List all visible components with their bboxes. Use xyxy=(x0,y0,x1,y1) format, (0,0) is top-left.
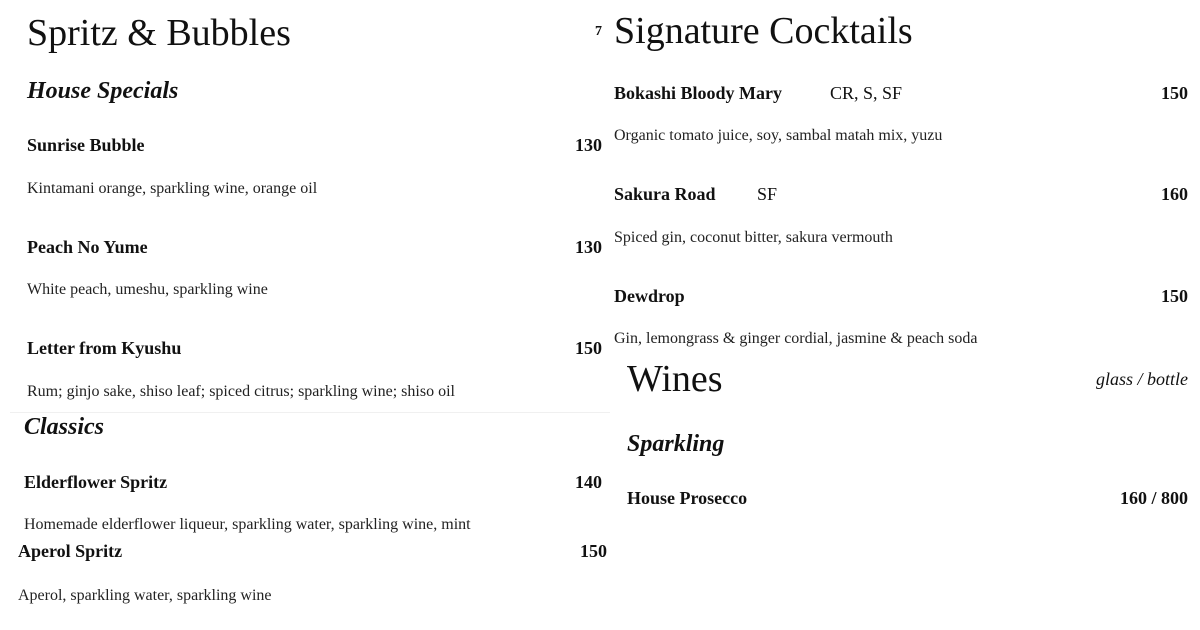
item-name-aperol-spritz: Aperol Spritz xyxy=(18,541,123,561)
item-tags-bokashi-bloody-mary: CR, S, SF xyxy=(830,83,903,103)
item-price-dewdrop: 150 xyxy=(1161,286,1188,306)
item-name-bokashi-bloody-mary: Bokashi Bloody Mary xyxy=(614,83,783,103)
item-price-elderflower-spritz: 140 xyxy=(575,472,602,492)
item-desc-sunrise-bubble: Kintamani orange, sparkling wine, orange oil xyxy=(27,180,318,197)
page-number: 7 xyxy=(595,24,602,39)
item-price-peach-no-yume: 130 xyxy=(575,237,602,257)
section-title-signature-cocktails: Signature Cocktails xyxy=(614,10,913,52)
item-desc-elderflower-spritz: Homemade elderflower liqueur, sparkling water, sparkling wine, mint xyxy=(24,516,471,533)
item-price-sakura-road: 160 xyxy=(1161,184,1188,204)
item-name-elderflower-spritz: Elderflower Spritz xyxy=(24,472,168,492)
section-title-spritz-bubbles: Spritz & Bubbles xyxy=(27,12,291,54)
item-tags-sakura-road: SF xyxy=(757,184,778,204)
item-desc-dewdrop: Gin, lemongrass & ginger cordial, jasmine & peach soda xyxy=(614,330,978,347)
item-desc-sakura-road: Spiced gin, coconut bitter, sakura vermouth xyxy=(614,229,893,246)
item-desc-bokashi-bloody-mary: Organic tomato juice, soy, sambal matah mix, yuzu xyxy=(614,127,943,144)
item-name-peach-no-yume: Peach No Yume xyxy=(27,237,148,257)
item-name-house-prosecco: House Prosecco xyxy=(627,488,748,508)
item-price-bokashi-bloody-mary: 150 xyxy=(1161,83,1188,103)
item-name-dewdrop: Dewdrop xyxy=(614,286,685,306)
wines-price-note: glass / bottle xyxy=(1095,369,1188,389)
item-price-aperol-spritz: 150 xyxy=(580,541,607,561)
item-desc-letter-from-kyushu: Rum; ginjo sake, shiso leaf; spiced citrus; sparkling wine; shiso oil xyxy=(27,383,455,400)
item-price-letter-from-kyushu: 150 xyxy=(575,338,602,358)
section-divider xyxy=(10,412,610,413)
item-desc-aperol-spritz: Aperol, sparkling water, sparkling wine xyxy=(18,587,272,604)
section-title-wines: Wines xyxy=(627,358,723,400)
item-name-sunrise-bubble: Sunrise Bubble xyxy=(27,135,145,155)
item-name-letter-from-kyushu: Letter from Kyushu xyxy=(27,338,182,358)
subheading-house-specials: House Specials xyxy=(27,78,179,104)
item-price-sunrise-bubble: 130 xyxy=(575,135,602,155)
subheading-classics: Classics xyxy=(24,414,105,440)
item-desc-peach-no-yume: White peach, umeshu, sparkling wine xyxy=(27,281,268,298)
item-price-house-prosecco: 160 / 800 xyxy=(1119,488,1188,508)
item-name-sakura-road: Sakura Road xyxy=(614,184,716,204)
subheading-sparkling: Sparkling xyxy=(627,431,725,457)
